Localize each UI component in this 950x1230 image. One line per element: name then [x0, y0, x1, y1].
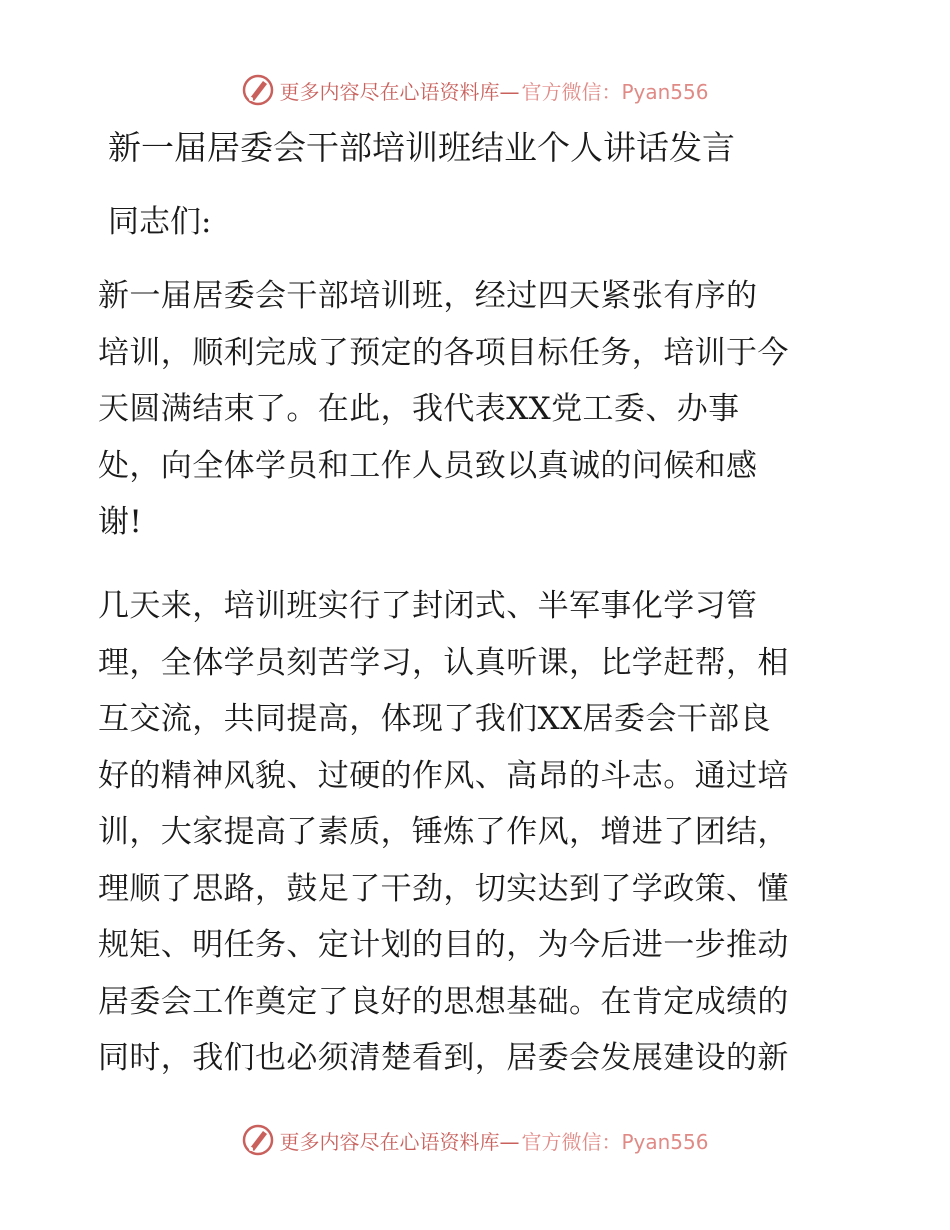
- banner-wechat: 官方微信：Pyan556: [521, 79, 709, 104]
- pen-logo-icon: [241, 1123, 275, 1157]
- banner-text: 更多内容尽在心语资料库—: [279, 79, 520, 104]
- paragraph-line: 互交流，共同提高，体现了我们XX居委会干部良: [98, 701, 771, 737]
- paragraph-line: 居委会工作奠定了良好的思想基础。在肯定成绩的: [98, 983, 789, 1020]
- paragraph-1: [98, 268, 858, 551]
- paragraph-line: 理，全体学员刻苦学习，认真听课，比学赶帮，相: [98, 644, 789, 681]
- paragraph-line: 处，向全体学员和工作人员致以真诚的问候和感: [98, 447, 758, 484]
- paragraph-line: 理顺了思路，鼓足了干劲，切实达到了学政策、懂: [98, 870, 789, 907]
- paragraph-2: [98, 578, 858, 1087]
- paragraph-line: 培训，顺利完成了预定的各项目标任务，培训于今: [98, 334, 789, 371]
- banner-wechat: 官方微信：Pyan556: [521, 1129, 709, 1154]
- paragraph-line: 好的精神风貌、过硬的作风、高昂的斗志。通过培: [98, 757, 789, 794]
- document-title: 新一届居委会干部培训班结业个人讲话发言: [108, 128, 735, 167]
- header-banner: [0, 70, 950, 110]
- paragraph-line: 同时，我们也必须清楚看到，居委会发展建设的新: [98, 1040, 789, 1076]
- pen-logo-icon: [241, 73, 275, 107]
- paragraph-line: 天圆满结束了。在此，我代表XX党工委、办事: [98, 391, 740, 427]
- banner-text: 更多内容尽在心语资料库—: [279, 1129, 520, 1154]
- footer-banner: [0, 1120, 950, 1160]
- greeting: 同志们:: [108, 204, 212, 240]
- paragraph-line: 训，大家提高了素质，锤炼了作风，增进了团结，: [98, 814, 789, 850]
- paragraph-line: 谢!: [98, 504, 143, 540]
- paragraph-line: 规矩、明任务、定计划的目的，为今后进一步推动: [98, 927, 789, 963]
- paragraph-line: 几天来，培训班实行了封闭式、半军事化学习管: [98, 588, 758, 624]
- paragraph-line: 新一届居委会干部培训班，经过四天紧张有序的: [98, 278, 758, 314]
